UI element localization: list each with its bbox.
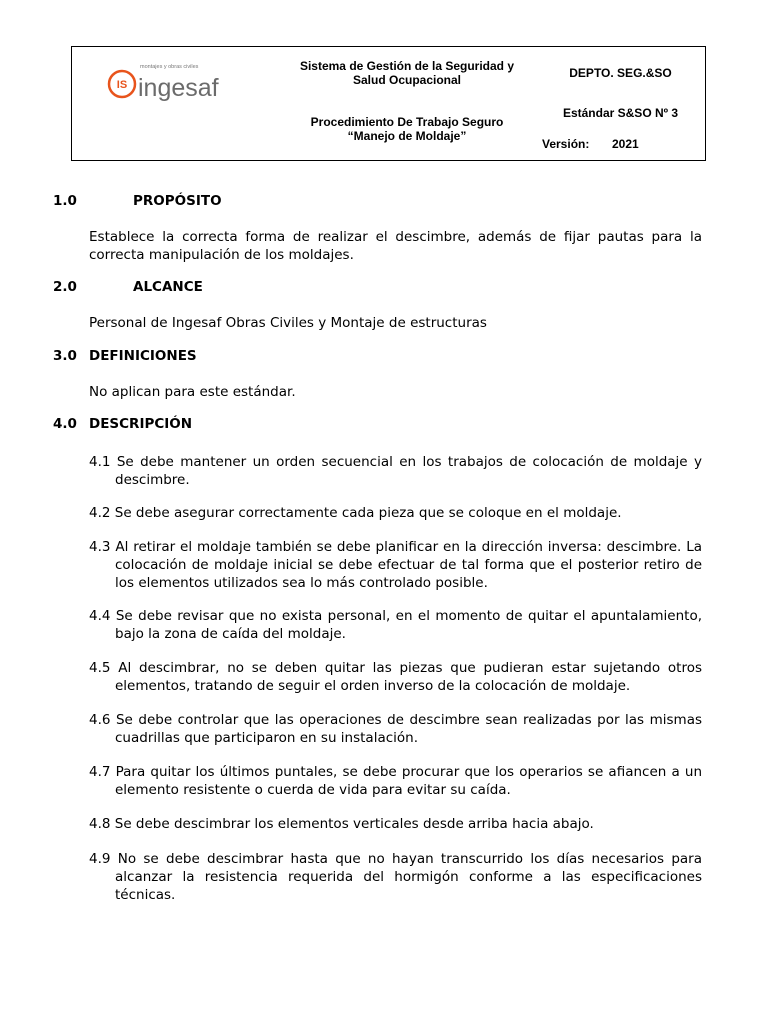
section-paragraph: Establece la correcta forma de realizar el descimbre, además de fijar pautas para la correcta manipulación de los moldajes. <box>89 229 702 263</box>
department-label: DEPTO. SEG.&SO <box>569 65 672 80</box>
list-item: 4.7 Para quitar los últimos puntales, se debe procurar que los operarios se afiancen a un elemento resistente o cuerda de vida para evitar su caída. <box>89 764 702 798</box>
standard-cell <box>536 98 705 128</box>
section-title: DEFINICIONES <box>89 348 197 364</box>
list-item: 4.1 Se debe mantener un orden secuencial en los trabajos de colocación de moldaje y descimbre. <box>89 454 702 488</box>
list-item: 4.6 Se debe controlar que las operaciones de descimbre sean realizadas por las mismas cuadrillas que participaron en su instalación. <box>89 712 702 746</box>
system-name-cell <box>278 47 536 98</box>
logo-cell <box>72 47 278 160</box>
section-title: PROPÓSITO <box>133 193 222 209</box>
section-number: 2.0 <box>53 279 77 295</box>
logo-brand: ingesaf <box>138 74 219 102</box>
list-item: 4.5 Al descimbrar, no se deben quitar las piezas que pudieran estar sujetando otros elementos, tratando de seguir el orden inverso de la colocación de moldaje. <box>89 660 702 694</box>
svg-text:IS: IS <box>116 79 128 91</box>
section-number: 4.0 <box>53 416 77 432</box>
section-number: 3.0 <box>53 348 77 364</box>
procedure-line2: “Manejo de Moldaje” <box>347 129 467 143</box>
version-label-cell <box>536 128 606 160</box>
list-item: 4.8 Se debe descimbrar los elementos verticales desde arriba hacia abajo. <box>89 816 594 832</box>
system-name-line1: Sistema de Gestión de la Seguridad y <box>299 58 515 73</box>
procedure-line1: Procedimiento De Trabajo Seguro <box>310 115 504 129</box>
list-item: 4.3 Al retirar el moldaje también se debe planificar en la dirección inversa: descimbre. La colocación de moldaje inicial se debe efectuar de tal forma que el posterior retiro de los elementos utilizados sea lo más controlado posible. <box>89 539 702 591</box>
list-item: 4.2 Se debe asegurar correctamente cada pieza que se coloque en el moldaje. <box>89 505 622 521</box>
procedure-name-cell <box>278 98 536 160</box>
section-paragraph: No aplican para este estándar. <box>89 384 296 400</box>
ingesaf-logo-icon <box>106 56 246 116</box>
version-label: Versión: <box>542 137 590 151</box>
list-item: 4.9 No se debe descimbrar hasta que no hayan transcurrido los días necesarios para alcanzar la resistencia requerida del hormigón conforme a las especificaciones técnicas. <box>89 851 702 903</box>
section-title: DESCRIPCIÓN <box>89 416 193 432</box>
document-header-table <box>71 46 706 161</box>
logo-tagline: montajes y obras civiles <box>140 64 199 70</box>
standard-label: Estándar S&SO Nº 3 <box>562 106 679 120</box>
section-title: ALCANCE <box>133 279 203 295</box>
section-number: 1.0 <box>53 193 77 209</box>
system-name-line2: Salud Ocupacional <box>352 72 462 87</box>
company-logo <box>106 56 246 116</box>
version-value: 2021 <box>612 137 639 151</box>
department-cell <box>536 47 705 98</box>
list-item: 4.4 Se debe revisar que no exista personal, en el momento de quitar el apuntalamiento, bajo la zona de caída del moldaje. <box>89 608 702 642</box>
version-value-cell <box>606 128 705 160</box>
section-paragraph: Personal de Ingesaf Obras Civiles y Montaje de estructuras <box>89 315 487 331</box>
